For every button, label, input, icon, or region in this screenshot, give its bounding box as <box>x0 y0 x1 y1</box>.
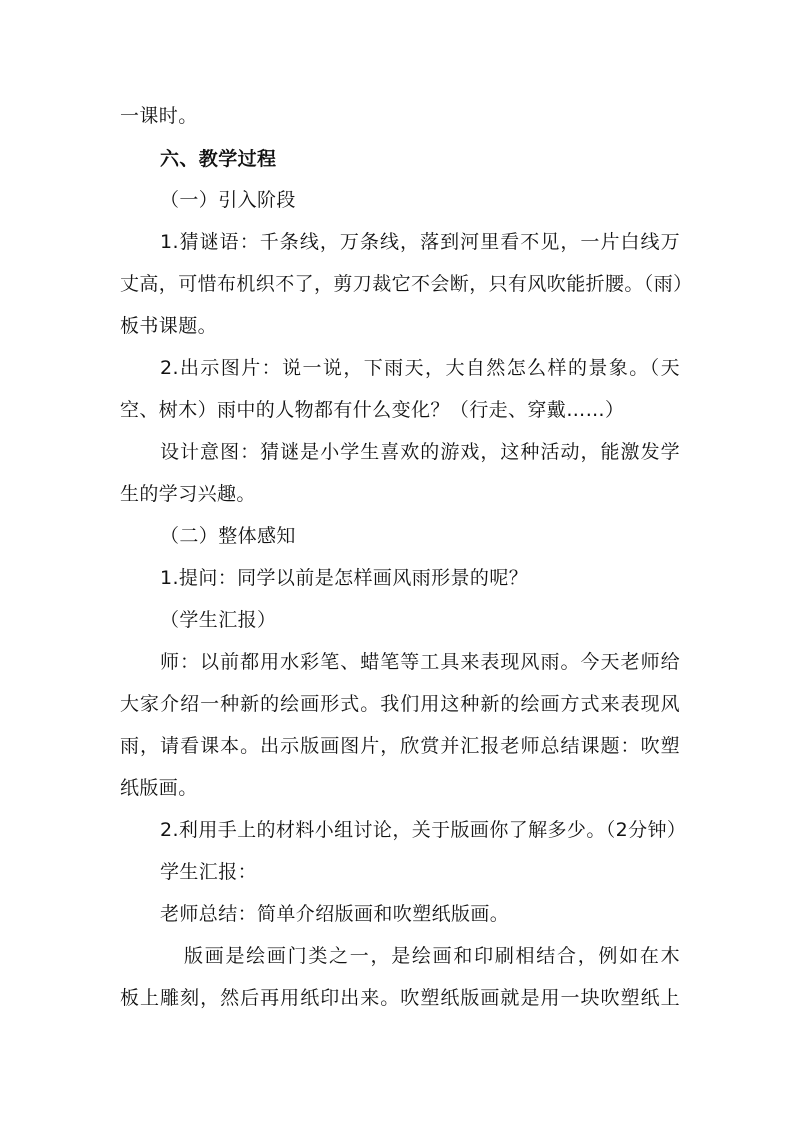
paragraph-teacher-line-1: 师：以前都用水彩笔、蜡笔等工具来表现风雨。今天老师给 <box>160 651 680 673</box>
paragraph-teacher-line-2: 大家介绍一种新的绘画形式。我们用这种新的绘画方式来表现风 <box>120 693 680 715</box>
text-line-lesson-hours: 一课时。 <box>120 105 198 127</box>
paragraph-teacher-line-3: 雨，请看课本。出示版画图片，欣赏并汇报老师总结课题：吹塑 <box>120 735 680 757</box>
paragraph-picture-line-1: 2.出示图片：说一说，下雨天，大自然怎么样的景象。（天 <box>160 357 680 379</box>
paragraph-printmaking-line-1: 版画是绘画门类之一，是绘画和印刷相结合，例如在木 <box>184 945 680 967</box>
paragraph-riddle-line-2: 丈高，可惜布机织不了，剪刀裁它不会断，只有风吹能折腰。（雨） <box>120 273 693 295</box>
section-heading-teaching-process: 六、教学过程 <box>160 148 277 170</box>
subheading-introduction-stage: （一）引入阶段 <box>160 189 296 211</box>
subheading-overall-perception: （二）整体感知 <box>160 525 296 547</box>
paragraph-group-discussion: 2.利用手上的材料小组讨论，关于版画你了解多少。（2分钟） <box>160 819 687 841</box>
paragraph-question: 1.提问：同学以前是怎样画风雨形景的呢？ <box>160 567 529 589</box>
paragraph-student-report-2: 学生汇报： <box>160 861 258 883</box>
paragraph-teacher-line-4: 纸版画。 <box>120 777 198 799</box>
paragraph-teacher-summary: 老师总结：简单介绍版画和吹塑纸版画。 <box>160 903 510 925</box>
paragraph-design-intent-line-1: 设计意图：猜谜是小学生喜欢的游戏，这种活动，能激发学 <box>160 441 680 463</box>
paragraph-design-intent-line-2: 生的学习兴趣。 <box>120 483 256 505</box>
paragraph-student-report: （学生汇报） <box>160 609 277 631</box>
paragraph-riddle-line-3: 板书课题。 <box>120 315 218 337</box>
paragraph-printmaking-line-2: 板上雕刻，然后再用纸印出来。吹塑纸版画就是用一块吹塑纸上 <box>120 987 680 1009</box>
paragraph-picture-line-2: 空、树木）雨中的人物都有什么变化？（行走、穿戴……） <box>120 399 625 421</box>
paragraph-riddle-line-1: 1.猜谜语：千条线，万条线，落到河里看不见，一片白线万 <box>160 231 680 253</box>
